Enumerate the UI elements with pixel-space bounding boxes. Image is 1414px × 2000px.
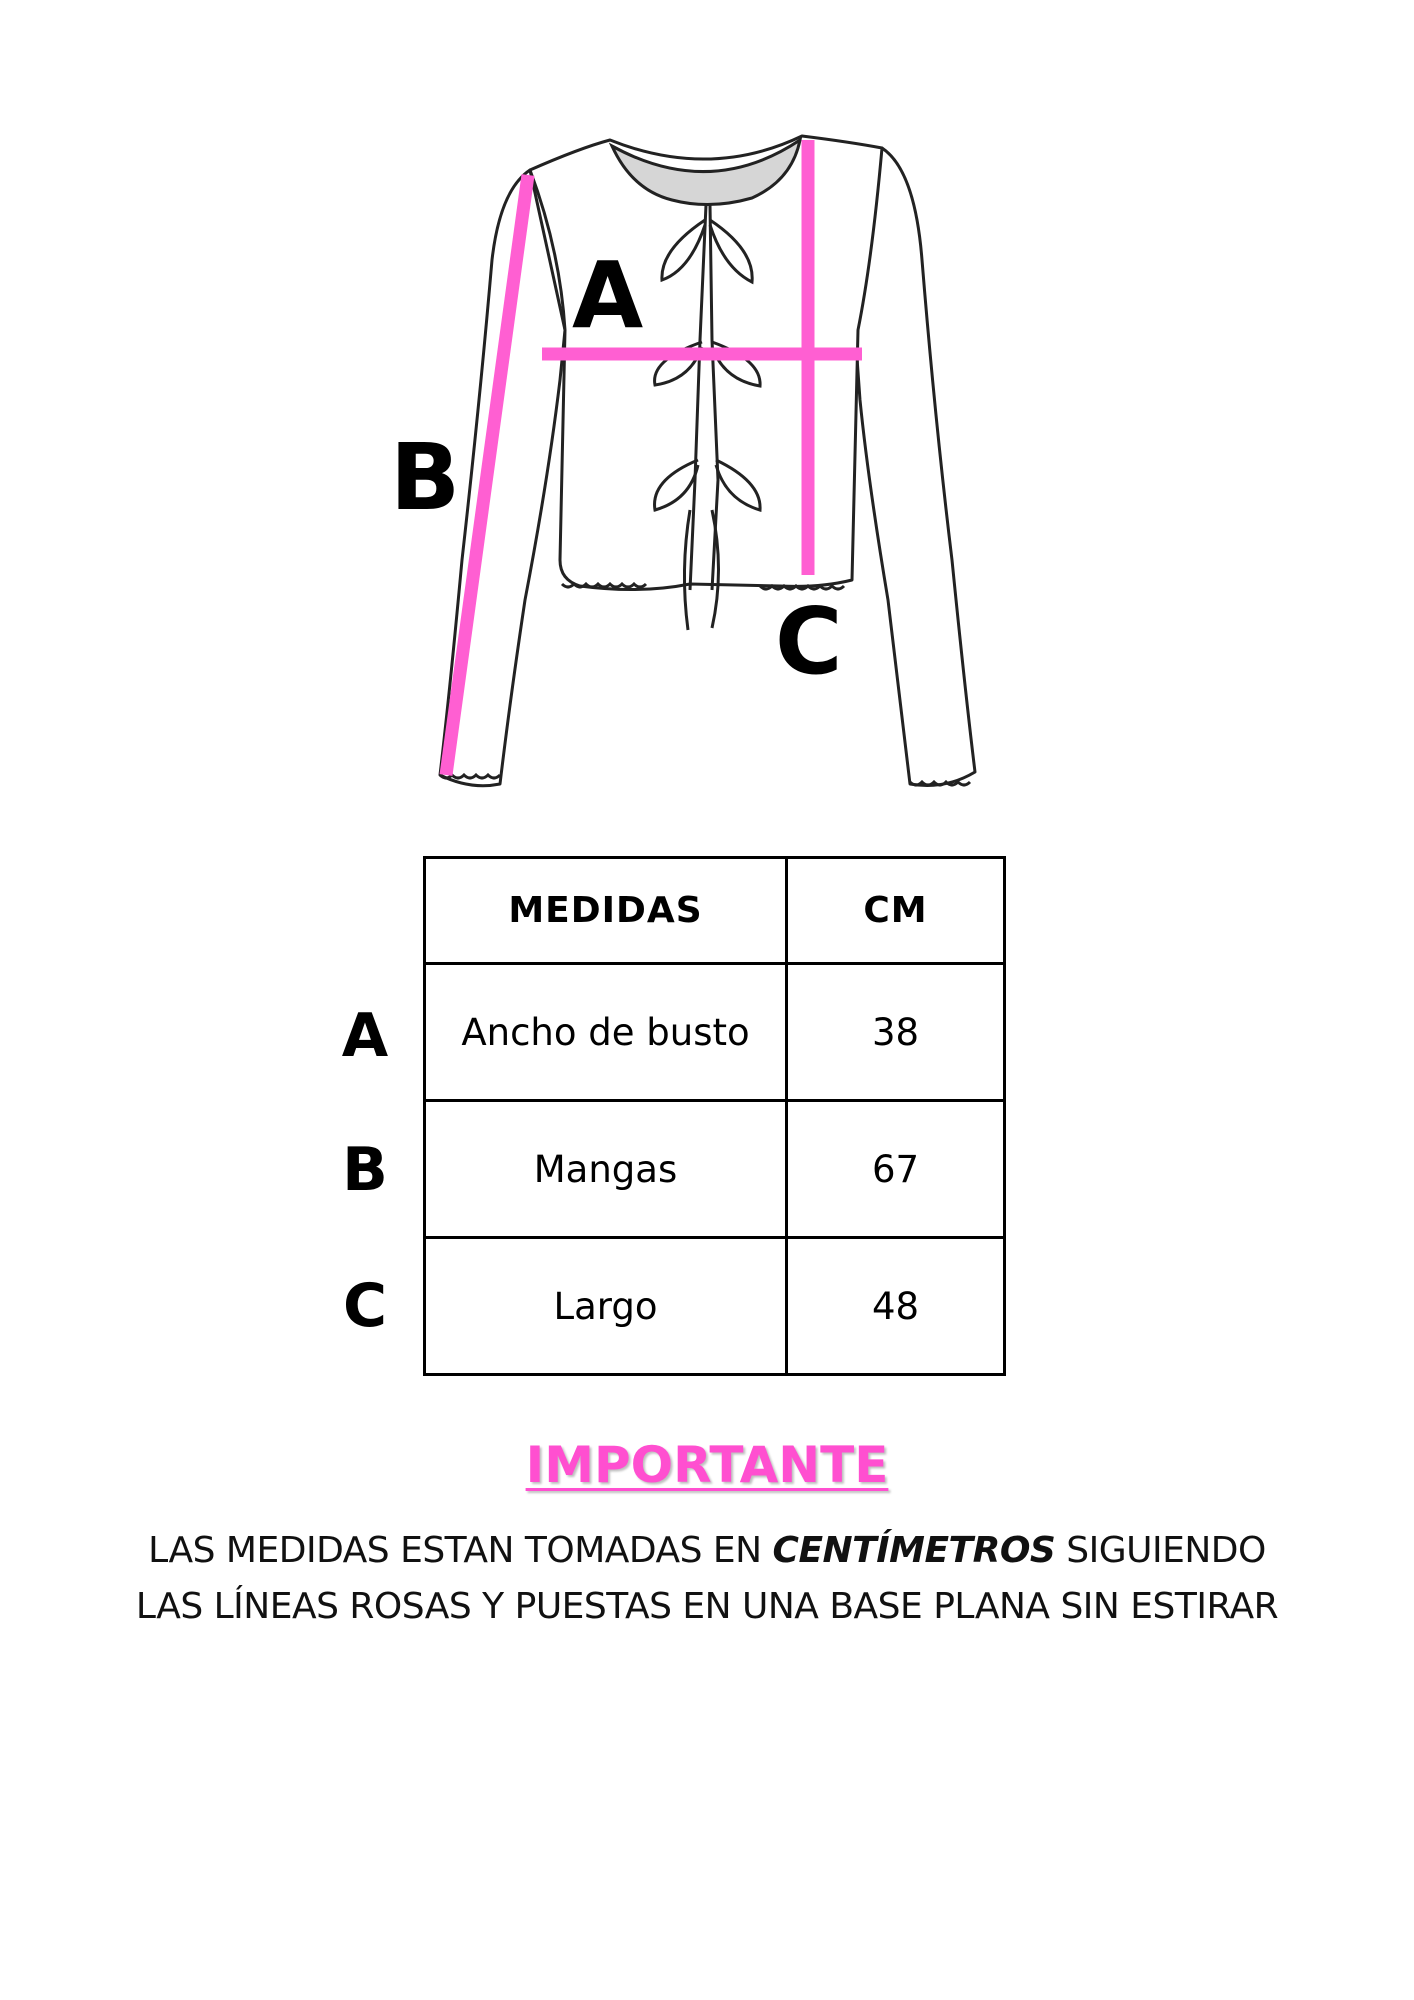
garment-diagram — [0, 0, 1414, 800]
note-line-1 — [0, 1530, 1414, 1571]
diagram-label-a: A — [572, 242, 644, 349]
row-name: Largo — [425, 1238, 787, 1375]
note-line-1-emphasis: CENTÍMETROS — [772, 1530, 1056, 1571]
note-line-1-pre: LAS MEDIDAS ESTAN TOMADAS EN — [148, 1530, 773, 1571]
header-measure: MEDIDAS — [425, 858, 787, 964]
table-header-row — [425, 858, 1005, 964]
row-value: 38 — [787, 964, 1005, 1101]
note-line-1-post: SIGUIENDO — [1055, 1530, 1266, 1571]
row-value: 48 — [787, 1238, 1005, 1375]
important-title: IMPORTANTE — [525, 1436, 889, 1494]
row-name: Mangas — [425, 1101, 787, 1238]
table-row — [425, 1101, 1005, 1238]
table-row — [425, 1238, 1005, 1375]
header-unit: CM — [787, 858, 1005, 964]
diagram-label-c: C — [775, 588, 843, 695]
note-line-2: LAS LÍNEAS ROSAS Y PUESTAS EN UNA BASE PLANA SIN ESTIRAR — [135, 1586, 1279, 1627]
row-value: 67 — [787, 1101, 1005, 1238]
measurements-table — [423, 856, 1006, 1376]
diagram-label-b: B — [390, 424, 461, 531]
row-letter-a: A — [341, 1001, 389, 1071]
row-letter-b: B — [342, 1135, 388, 1205]
row-name: Ancho de busto — [425, 964, 787, 1101]
table-row — [425, 964, 1005, 1101]
row-letter-c: C — [342, 1271, 388, 1341]
